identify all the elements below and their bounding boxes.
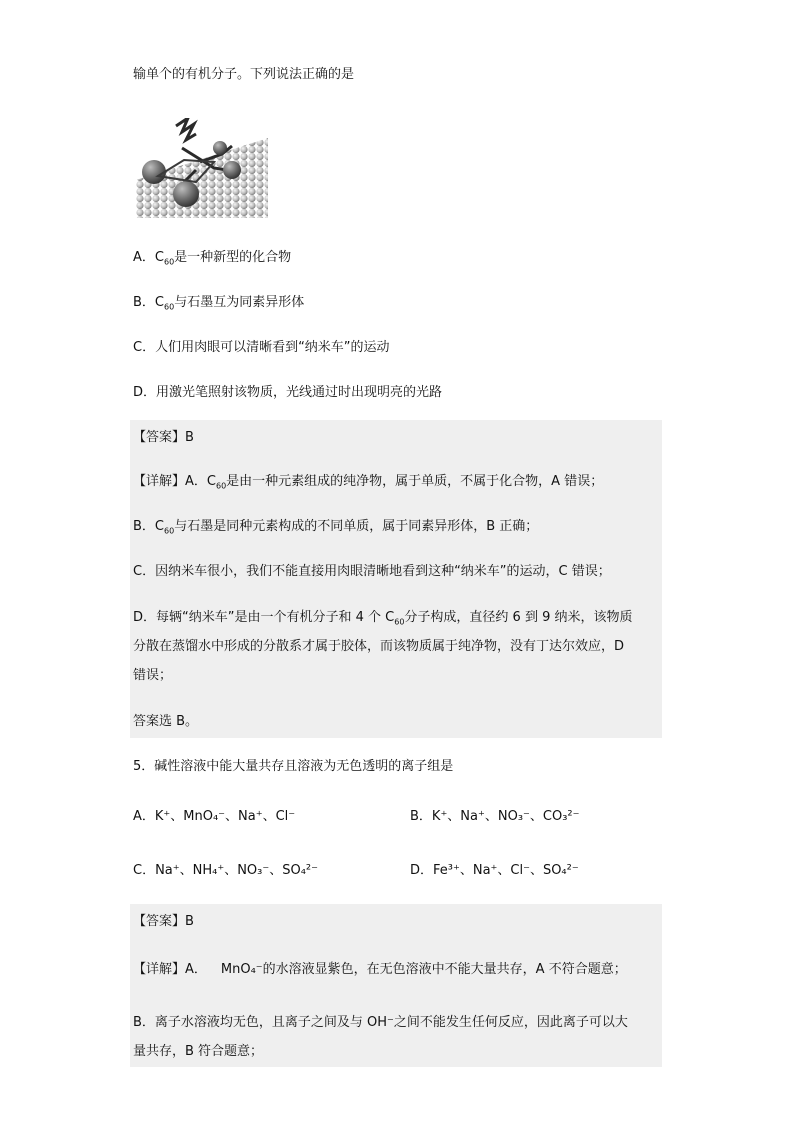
q4-detail-line-4: D．每辆“纳米车”是由一个有机分子和 4 个 $C_{60}$分子构成，直径约 6 到 9 纳米，该物质 [133, 610, 633, 627]
q4-option-b: B．$C_{60}$与石墨互为同素异形体 [133, 295, 305, 312]
intro-text: 输单个的有机分子。下列说法正确的是 [133, 67, 355, 82]
q5-option-a: A．K⁺、MnO₄⁻、Na⁺、Cl⁻ [133, 809, 296, 824]
q4-detail-line-2: B．$C_{60}$与石墨是同种元素构成的不同单质，属于同素异形体，B 正确； [133, 519, 539, 536]
q4-option-a: A．$C_{60}$是一种新型的化合物 [133, 250, 292, 267]
q4-detail-line-5: 分散在蒸馏水中形成的分散系才属于胶体，而该物质属于纯净物，没有丁达尔效应，D [133, 639, 625, 654]
q4-detail-line-3: C．因纳米车很小，我们不能直接用肉眼清晰地看到这种“纳米车”的运动，C 错误； [133, 564, 611, 579]
q5-option-d: D．Fe³⁺、Na⁺、Cl⁻、SO₄²⁻ [410, 863, 579, 878]
q5-option-b: B．K⁺、Na⁺、NO₃⁻、CO₃²⁻ [410, 809, 580, 824]
q4-detail-line-6: 错误； [133, 668, 173, 683]
q5-stem: 5．碱性溶液中能大量共存且溶液为无色透明的离子组是 [133, 759, 454, 774]
q5-answer: 【答案】B [133, 914, 194, 929]
q5-detail-line-1: 【详解】A． MnO₄⁻的水溶液显紫色，在无色溶液中不能大量共存，A 不符合题意； [133, 962, 627, 977]
q4-detail-line-7: 答案选 B。 [133, 714, 199, 729]
q5-option-c: C．Na⁺、NH₄⁺、NO₃⁻、SO₄²⁻ [133, 863, 319, 878]
nanocar-illustration [136, 118, 268, 218]
q5-detail-line-2: B．离子水溶液均无色，且离子之间及与 OH⁻之间不能发生任何反应，因此离子可以大 [133, 1015, 628, 1030]
q4-option-d: D．用激光笔照射该物质，光线通过时出现明亮的光路 [133, 385, 443, 400]
q4-detail-line-1: 【详解】A．$C_{60}$是由一种元素组成的纯净物，属于单质，不属于化合物，A 错误； [133, 474, 604, 491]
q4-answer: 【答案】B [133, 430, 194, 445]
q5-detail-line-3: 量共存，B 符合题意； [133, 1044, 264, 1059]
q4-option-c: C．人们用肉眼可以清晰看到“纳米车”的运动 [133, 340, 390, 355]
